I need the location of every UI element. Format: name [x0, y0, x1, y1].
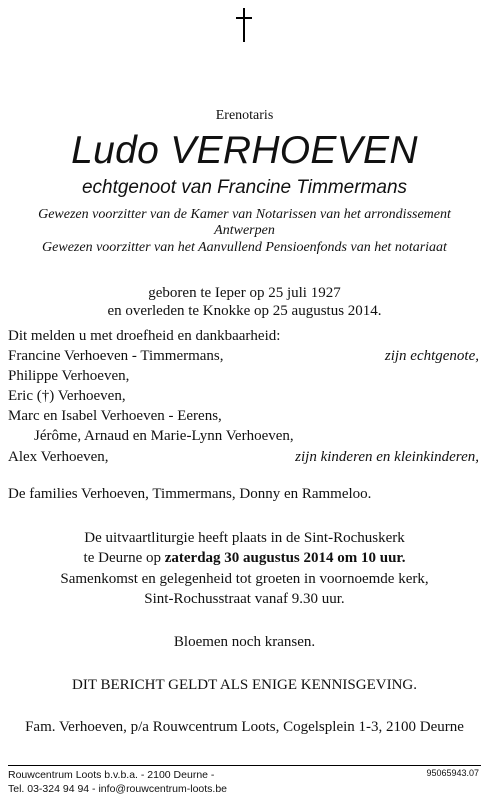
service-line-4: Sint-Rochusstraat vanaf 9.30 uur. — [144, 591, 345, 607]
family-member-name: Jérôme, Arnaud en Marie-Lynn Verhoeven, — [34, 428, 294, 444]
family-member-relation: zijn kinderen en kleinkinderen, — [295, 449, 479, 465]
role-line-1: Gewezen voorzitter van de Kamer van Notarissen van het arrondissement — [38, 207, 451, 222]
family-member-name: Marc en Isabel Verhoeven - Eerens, — [8, 408, 222, 424]
cross-horizontal-bar — [236, 17, 252, 19]
role-line-2: Antwerpen — [214, 223, 275, 238]
deceased-title: Erenotaris — [215, 108, 274, 123]
service-line-3: Samenkomst en gelegenheid tot groeten in voornoemde kerk, — [60, 571, 429, 587]
family-member-relation: zijn echtgenote, — [384, 348, 479, 364]
death-line: en overleden te Knokke op 25 augustus 2014. — [107, 303, 382, 319]
footer-code: 95065943.07 — [426, 768, 479, 778]
family-member-name: Francine Verhoeven - Timmermans, — [8, 348, 224, 364]
service-line-1: De uitvaartliturgie heeft plaats in de Sint-Rochuskerk — [84, 530, 405, 546]
footer-line-1: Rouwcentrum Loots b.v.b.a. - 2100 Deurne - — [8, 769, 215, 781]
footer-line-2: Tel. 03-324 94 94 - info@rouwcentrum-loots.be — [8, 783, 228, 795]
role-line-3: Gewezen voorzitter van het Aanvullend Pensioenfonds van het notariaat — [42, 240, 447, 255]
service-line-2-prefix: te Deurne op — [83, 550, 165, 566]
family-member-name: Philippe Verhoeven, — [8, 368, 130, 384]
service-date-time: zaterdag 30 augustus 2014 om 10 uur. — [164, 550, 406, 566]
birth-line: geboren te Ieper op 25 juli 1927 — [148, 285, 341, 301]
flowers-note: Bloemen noch kransen. — [173, 634, 316, 650]
families-line: De families Verhoeven, Timmermans, Donny en Rammeloo. — [8, 486, 372, 502]
spouse-line: echtgenoot van Francine Timmermans — [81, 177, 408, 198]
family-member-name: Alex Verhoeven, — [8, 449, 109, 465]
service-line-2 — [0, 550, 489, 567]
family-member-name: Eric (†) Verhoeven, — [8, 388, 126, 404]
deceased-name: Ludo VERHOEVEN — [71, 129, 418, 172]
contact-line: Fam. Verhoeven, p/a Rouwcentrum Loots, Cogelsplein 1-3, 2100 Deurne — [25, 719, 464, 735]
announcement: Dit melden u met droefheid en dankbaarheid: — [8, 328, 281, 344]
latin-cross-icon — [236, 8, 252, 42]
footer-divider — [8, 765, 481, 766]
cross-vertical-bar — [243, 8, 245, 42]
notice-line: DIT BERICHT GELDT ALS ENIGE KENNISGEVING. — [72, 677, 417, 693]
